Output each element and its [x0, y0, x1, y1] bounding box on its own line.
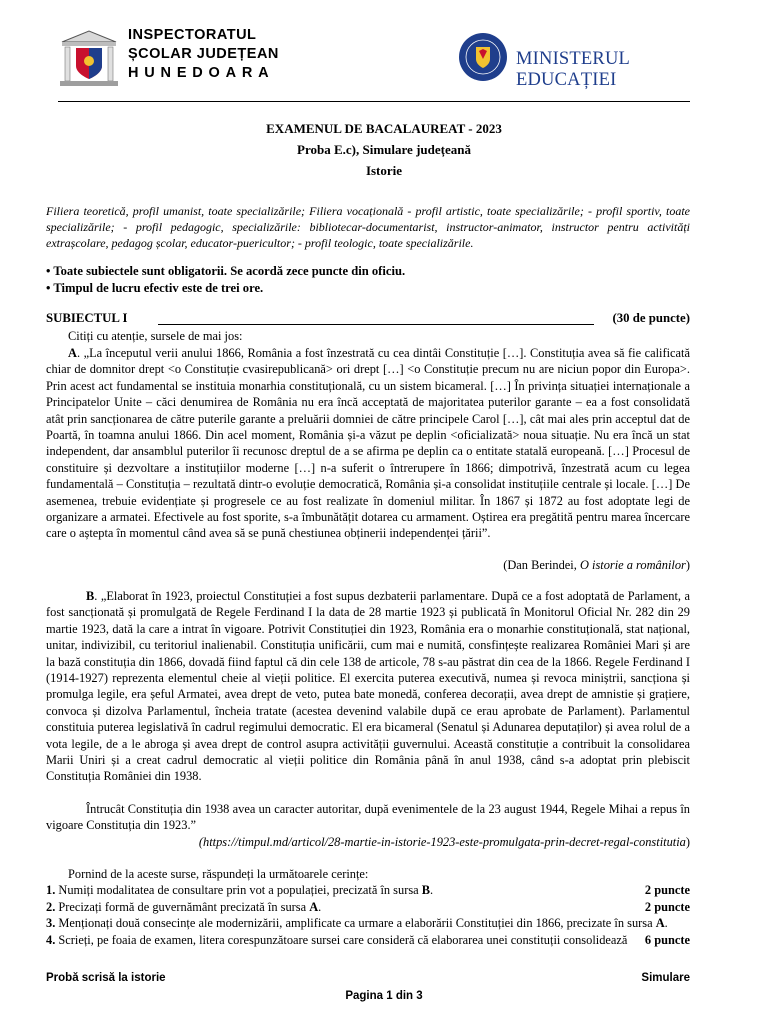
task-number: 4. [46, 932, 56, 947]
subject-label: SUBIECTUL I [46, 311, 128, 325]
government-seal-icon [458, 32, 508, 82]
task-source: A [655, 916, 665, 931]
task-number: 2. [46, 899, 56, 914]
task-number: 3. [46, 916, 56, 931]
subject-heading [46, 311, 690, 329]
isj-line1: INSPECTORATUL [128, 27, 257, 43]
source-b-citation [46, 834, 690, 850]
page-number: Pagina 1 din 3 [345, 990, 423, 1002]
exam-titles [0, 118, 768, 181]
ministry-name: MINISTERUL EDUCAȚIEI [516, 49, 630, 90]
tasks-intro: Pornind de la aceste surse, răspundeți la următoarele cerințe: [68, 867, 369, 881]
footer-right: Simulare [641, 972, 690, 984]
source-b-text: . „Elaborat în 1923, proiectul Constituției a fost supus dezbaterii parlamentare. După ce a fost adoptată de Parlament, a fost sancționată și promulgată de Regele Ferdinand I la data de 28 martie 1923 și publicată în Monitorul Oficial Nr. 282 din 29 martie 1923, dată la care a intrat în vigoare. Potrivit Constituției din 1923, România era o monarhie constituțională, stat național, unitar, indivizibil, cu teritoriul inalienabil. Constituția unificării, cum mai e numită, consfințește realizarea României Mari și are la bază constituția din 1866, dovadă fiind faptul că din cele 138 de articole, 78 s-au păstrat din cea de la 1866. Regele Ferdinand I (1914-1927) reprezenta elementul cheie al vieții politice. El exercita puterea executivă, numea și revoca miniștrii, sancționa și promulga legile, era șeful Armatei, avea drept de veto, putea bate monedă, conferea decorații, avea drept de amnistie și grațiere, convoca și dizolva Parlamentul, încheia tratate (acestea devenind valabile după ce erau aprobate de Parlament). Parlamentul constituia puterea legislativă în cadrul regimului democratic. El era bicameral (Senatul și Adunarea deputaților) și avea rolul de a vota legile, de a le abroga și avea drept de control asupra activității guvernului. Această constituție a contribuit la consolidarea Marii Uniri și a creat cadrul democratic al vieții politice din România până în anul 1938, când s-a adoptat prin plebiscit Constituția României din 1938. [46, 589, 690, 784]
source-a-citation [46, 557, 690, 573]
source-b-text-2: Întrucât Constituția din 1938 avea un caracter autoritar, după evenimentele de la 23 august 1944, Regele Mihai a repus în vigoare Constituția din 1923.” [46, 802, 690, 833]
task-item [46, 932, 690, 948]
source-b-letter: B [86, 589, 95, 603]
task-number: 1. [46, 883, 56, 898]
exam-subject: Istorie [365, 163, 403, 178]
task-points: 6 puncte [644, 932, 690, 947]
source-a [46, 345, 690, 542]
task-text: Menționați două consecințe ale modernizării, amplificate ca urmare a elaborării Constituției din 1866, precizate în sursa [58, 916, 656, 931]
exam-title: EXAMENUL DE BACALAUREAT - 2023 [266, 121, 502, 136]
footer-left: Probă scrisă la istorie [46, 972, 166, 984]
exam-rules [46, 263, 690, 297]
source-a-letter: A [68, 346, 77, 360]
task-text: Scrieți, pe foaia de examen, litera corespunzătoare sursei care consideră că elaborarea unei constituții consolidează [58, 932, 628, 947]
subject-rule [158, 324, 594, 325]
task-item: 3. Menționați două consecințe ale modernizării, amplificate ca urmare a elaborării Constituției din 1866, precizate în sursa A. 6 puncte [46, 916, 690, 947]
isj-building-logo-icon [58, 28, 120, 90]
task-source: B [421, 883, 431, 898]
rule-item: • Toate subiectele sunt obligatorii. Se acordă zece puncte din oficiu. [46, 264, 406, 278]
source-a-text: . „La începutul verii anului 1866, România a fost înzestrată cu cea dintâi Constituție […]. Constituția avea să fie calificată chiar de domnitor drept <o Constituție cvasirepublicană> ori drept […] <o Constituție precum nu are niciun popor din Europa>. Prin acest act fundamental se instituia monarhia constituțională, cu un sistem bicameral. […] În privința situației internaționale a Principatelor Unite – căci denumirea de România nu era încă acceptată de majoritatea puterilor garante – ea a fost consolidată atât prin sancționarea de către puterile garante a preluării domniei de către principele Carol […], cât mai ales prin acceptul dat de Poartă, în toamna anului 1866. Din acel moment, România și-a văzut pe deplin <oficializată> noua situație. Nu era încă un stat independent, dar ansamblul puterilor îi recunosc dreptul de a se afirma pe deplin ca o entitate statală europeană. […] Procesul de constituire și dezvoltare a instituțiilor moderne […] n-a suferit o întrerupere în 1866; dimpotrivă, înzestrată acum cu legea fundamentală – Constituția – rezultată dintr-o evoluție democratică, România și-a consolidat instituțiile centrale și locale. […] De asemenea, trebuie evidențiate și progresele ce au fost realizate în domeniul militar. În 1867 și 1872 au fost adoptate legi de organizare a armatei. Efectivele au fost sporite, s-a îmbunătățit dotarea cu armament. Oștirea era pregătită pentru marea încercare care o aștepta în momentul când avea să se pună chestiunea obținerii independenței țării”. [46, 346, 690, 541]
task-text: Precizați formă de guvernământ precizată în sursa [58, 899, 310, 914]
header-divider [58, 101, 690, 102]
document-header [58, 22, 690, 102]
rule-item: • Timpul de lucru efectiv este de trei ore. [46, 281, 264, 295]
source-b-cite-end: ) [685, 835, 690, 849]
task-item: 1. Numiți modalitatea de consultare prin vot a populației, precizată în sursa B. 2 puncte [46, 883, 690, 898]
source-b [46, 588, 690, 785]
isj-line2: ȘCOLAR JUDEȚEAN [128, 46, 279, 62]
source-b-link: (https://timpul.md/articol/28-martie-in-istorie-1923-este-promulgata-prin-decret-regal-constitutia [198, 835, 686, 849]
task-points: 2 puncte [644, 883, 690, 898]
isj-name [128, 26, 279, 83]
task-item: 2. Precizați formă de guvernământ precizată în sursa A. 2 puncte [46, 899, 690, 914]
task-text: Numiți modalitatea de consultare prin vot a populației, precizată în sursa [58, 883, 422, 898]
task-list [46, 866, 690, 948]
source-a-author: (Dan Berindei, [503, 558, 580, 572]
isj-line3: HUNEDOARA [128, 65, 275, 81]
exam-proba: Proba E.c), Simulare județeană [297, 142, 471, 157]
source-a-cite-end: ) [685, 558, 690, 572]
source-a-book-title: O istorie a românilor [579, 558, 686, 572]
task-source: A [309, 899, 319, 914]
task-points: 2 puncte [644, 899, 690, 914]
subject-points: (30 de puncte) [612, 311, 690, 325]
sources-intro: Citiți cu atenție, sursele de mai jos: [68, 329, 243, 343]
filiera-profile: Filiera teoretică, profil umanist, toate specializările; Filiera vocațională - profil artistic, toate specializările; - profil sportiv, toate specializările; - profil pedagogic, specializările: bibliotecar-documentarist, instructor-animator, instructor pentru activități extrașcolare, pedagog școlar, educator-puericultor; - profil teologic, toate specializările. [46, 204, 690, 250]
